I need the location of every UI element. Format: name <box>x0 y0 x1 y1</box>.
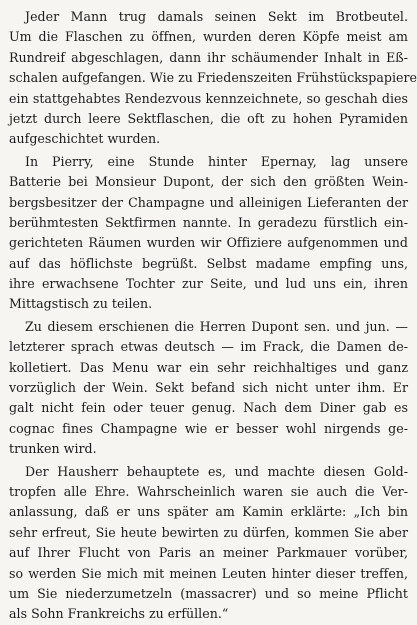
text-line: so werden Sie mich mit meinen Leuten hinter dieser treffen, <box>9 565 408 581</box>
text-line: um Sie niederzumetzeln (massacrer) und so meine Pflicht <box>9 585 408 601</box>
text-line: letzterer sprach etwas deutsch — im Frack, die Damen de- <box>9 339 408 355</box>
text-line: ein stattgehabtes Rendezvous kennzeichnete, so geschah dies <box>9 90 408 106</box>
text-line: als Sohn Frankreichs zu erfüllen.“ <box>9 606 229 622</box>
paragraph-3 <box>9 317 408 460</box>
paragraph-1 <box>9 7 417 150</box>
text-line: trunken wird. <box>9 441 97 457</box>
text-line: In Pierry, eine Stunde hinter Epernay, lag unsere <box>25 153 408 169</box>
text-line: vorzüglich der Wein. Sekt befand sich nicht unter ihm. Er <box>9 380 408 396</box>
text-line: kolletiert. Das Menu war ein sehr reichhaltiges und ganz <box>9 359 408 375</box>
text-line: tropfen alle Ehre. Wahrscheinlich waren sie auch die Ver- <box>9 483 408 499</box>
text-line: galt nicht fein oder teuer genug. Nach dem Diner gab es <box>9 400 408 416</box>
text-line: Der Hausherr behauptete es, und machte diesen Gold- <box>25 463 408 479</box>
text-line: Um die Flaschen zu öffnen, wurden deren Köpfe meist am <box>9 29 408 45</box>
text-line: cognac fines Champagne wie er besser wohl nirgends ge- <box>9 420 408 436</box>
text-line: Rundreif abgeschlagen, dann ihr schäumender Inhalt in Eß- <box>9 49 408 65</box>
text-line: ihre erwachsene Tochter zur Seite, und lud uns ein, ihren <box>9 276 408 292</box>
text-line: Jeder Mann trug damals seinen Sekt im Brotbeutel. <box>25 9 408 24</box>
text-line: Zu diesem erschienen die Herren Dupont sen. und jun. — <box>25 318 408 334</box>
paragraph-4 <box>9 462 408 625</box>
text-line: Batterie bei Monsieur Dupont, der sich den größten Wein- <box>9 174 408 190</box>
text-line: schalen aufgefangen. Wie zu Friedenszeiten Frühstückspapiere <box>9 70 417 86</box>
text-line: bergsbesitzer der Champagne und alleinigen Lieferanten der <box>9 194 408 210</box>
text-line: berühmtesten Sektfirmen nannte. In geradezu fürstlich ein- <box>9 214 408 230</box>
paragraph-2 <box>9 152 408 315</box>
text-line: auf das höflichste begrüßt. Selbst madame empfing uns, <box>9 255 408 271</box>
text-line: Mittagstisch zu teilen. <box>9 296 153 312</box>
text-line: auf Ihrer Flucht von Paris an meiner Parkmauer vorüber, <box>9 545 408 561</box>
text-line: jetzt durch leere Sektflaschen, die oft zu hohen Pyramiden <box>9 110 408 126</box>
text-line: aufgeschichtet wurden. <box>9 131 161 147</box>
text-line: anlassung, daß er uns später am Kamin erklärte: „Ich bin <box>9 504 408 520</box>
text-line: sehr erfreut, Sie heute bewirten zu dürfen, kommen Sie aber <box>9 524 408 540</box>
text-line: gerichteten Räumen wurden wir Offiziere aufgenommen und <box>9 235 408 251</box>
